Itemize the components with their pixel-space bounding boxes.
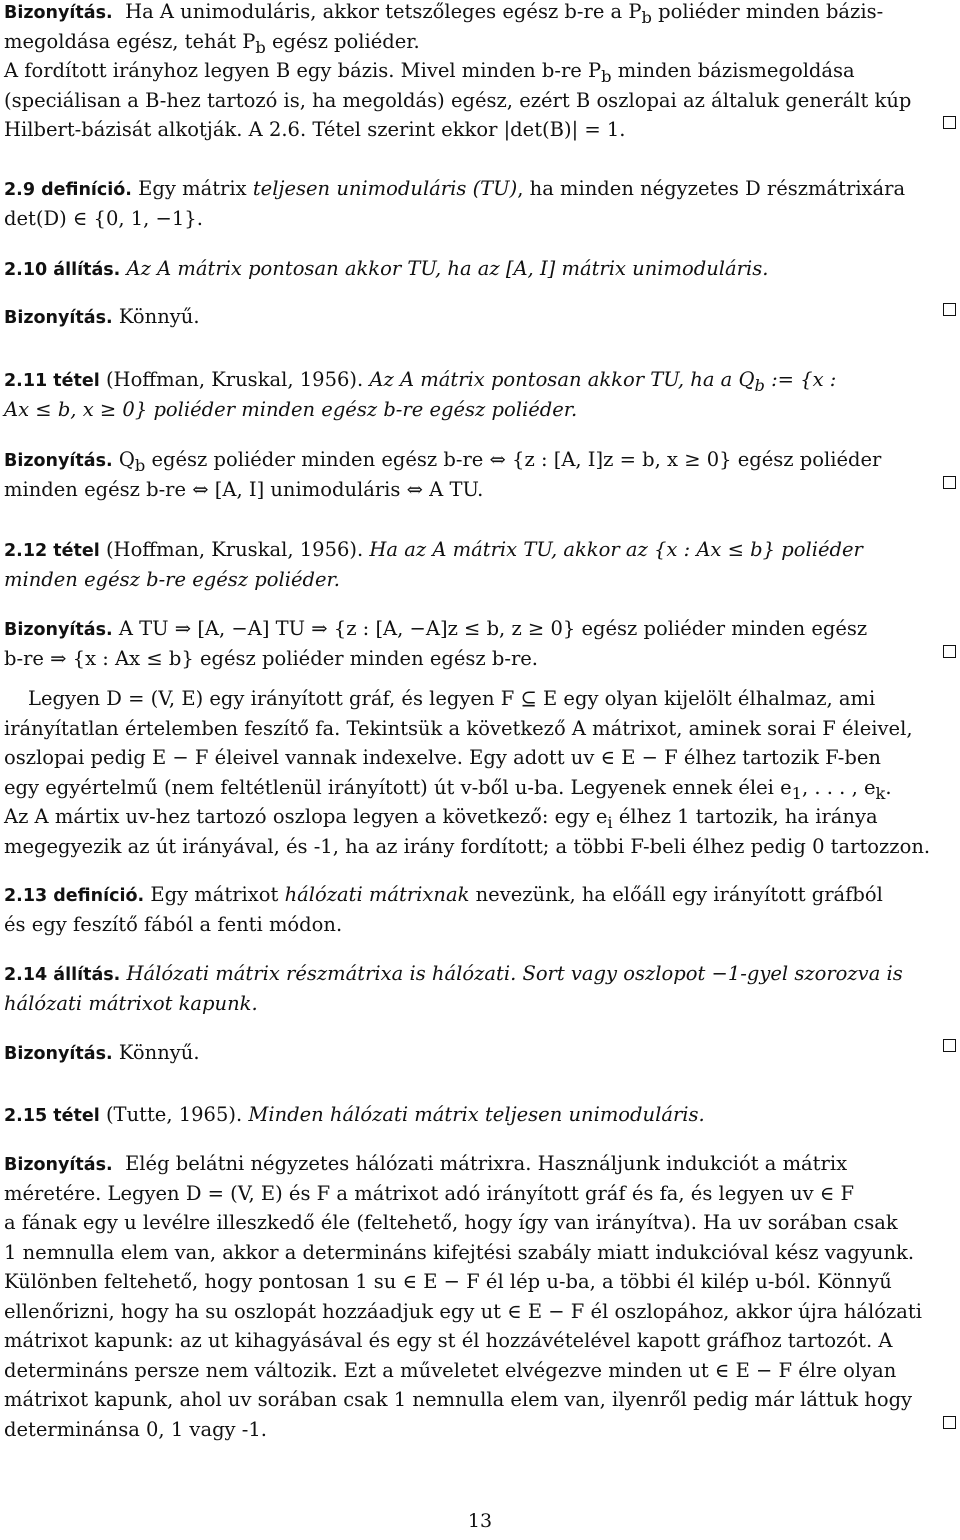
network-matrix-paragraph: Legyen D = (V, E) egy irányított gráf, és legyen F ⊆ E egy olyan kijelölt élhalmaz, ami irányítatlan értelemben feszítő fa. Tekintsük a következő A mátrixot, aminek sorai F éleivel, oszlopai pedig E − F éleivel vannak indexelve. Egy adott uv ∈ E − F élhez tartozik F-ben egy egyértelmű (nem feltétlenül irányított) út v-ből u-ba. Legyenek ennek élei $e_1$, . . . , $e_k$. Az A mártix uv-hez tartozó oszlopa legyen a következő: egy $e_i$ élhez 1 tartozik, ha iránya megegyezik az út irányával, és -1, ha az irány fordított; a többi F-beli élhez pedig 0 tartozzon. xyxy=(4,687,931,858)
qed-icon xyxy=(943,116,956,129)
proof-label: Bizonyítás. xyxy=(4,3,113,23)
definition-2-9: 2.9 definíció. Egy mátrix teljesen unimoduláris (TU), ha minden négyzetes D részmátrixára det(D) ∈ {0, 1, −1}. xyxy=(4,177,906,230)
proof-2-14: Bizonyítás. Könnyű. xyxy=(4,1038,956,1068)
qed-icon xyxy=(943,1416,956,1429)
qed-icon xyxy=(943,645,956,658)
theorem-2-15: 2.15 tétel (Tutte, 1965). Minden hálózati mátrix teljesen unimoduláris. xyxy=(4,1103,705,1126)
proof-2-11: Bizonyítás. $Q_b$ egész poliéder minden egész b-re ⇔ {z : [A, I]z = b, x ≥ 0} egész poliéder minden egész b-re ⇔ [A, I] unimoduláris ⇔ A TU. xyxy=(4,445,956,504)
theorem-2-12: 2.12 tétel (Hoffman, Kruskal, 1956). Ha az A mátrix TU, akkor az {x : Ax ≤ b} poliéder minden egész b-re egész poliéder. xyxy=(4,538,863,591)
qed-icon xyxy=(943,1039,956,1052)
statement-2-14: 2.14 állítás. Hálózati mátrix részmátrixa is hálózati. Sort vagy oszlopot −1-gyel szorozva is hálózati mátrixot kapunk. xyxy=(4,962,903,1015)
document-page xyxy=(4,0,956,1540)
qed-icon xyxy=(943,303,956,316)
qed-icon xyxy=(943,476,956,489)
proof-2-12: Bizonyítás. A TU ⇒ [A, −A] TU ⇒ {z : [A, −A]z ≤ b, z ≥ 0} egész poliéder minden egész b-re ⇒ {x : Ax ≤ b} egész poliéder minden egész b-re. xyxy=(4,614,956,673)
theorem-2-11: 2.11 tétel (Hoffman, Kruskal, 1956). Az A mátrix pontosan akkor TU, ha a $Q_b$ := {x : Ax ≤ b, x ≥ 0} poliéder minden egész b-re egész poliéder. xyxy=(4,368,837,421)
definition-2-13: 2.13 definíció. Egy mátrixot hálózati mátrixnak nevezünk, ha előáll egy irányított gráfból és egy feszítő fából a fenti módon. xyxy=(4,883,883,936)
proof-2-15: Bizonyítás. Elég belátni négyzetes hálózati mátrixra. Használjunk indukciót a mátrix méretére. Legyen D = (V, E) és F a mátrixot adó irányított gráf és fa, és legyen uv ∈ F a fának egy u levélre illeszkedő éle (feltehető, hogy így van irányítva). Ha uv sorában csak 1 nemnulla elem van, akkor a determináns kifejtési szabály miatt indukcióval kész vagyunk. Különben feltehető, hogy pontosan 1 su ∈ E − F él lép u-ba, a többi él kilép u-ból. Könnyű ellenőrizni, hogy ha su oszlopát hozzáadjuk egy ut ∈ E − F él oszlopához, akkor újra hálózati mátrixot kapunk: az ut kihagyásával és egy st él hozzávételével kapott gráfhoz tartozót. A determináns persze nem változik. Ezt a műveletet elvégezve minden ut ∈ E − F élre olyan mátrixot kapunk, ahol uv sorában csak 1 nemnulla elem van, ilyenről pedig már láttuk hogy determinánsa 0, 1 vagy -1. xyxy=(4,1149,956,1444)
proof-2-10: Bizonyítás. Könnyű. xyxy=(4,302,956,332)
statement-2-10: 2.10 állítás. Az A mátrix pontosan akkor TU, ha az [A, I] mátrix unimoduláris. xyxy=(4,257,769,280)
page-number: 13 xyxy=(467,1510,493,1532)
proof-block-1: Bizonyítás. Ha A unimoduláris, akkor tetszőleges egész b-re a $P_b$ poliéder minden bázis- megoldása egész, tehát $P_b$ egész poliéder. A fordított irányhoz legyen B egy bázis. Mivel minden b-re $P_b$ minden bázismegoldása (speciálisan a B-hez tartozó is, ha megoldás) egész, ezért B oszlopai az általuk generált kúp Hilbert-bázisát alkotják. A 2.6. Tétel szerint ekkor |det(B)| = 1. xyxy=(4,0,956,145)
